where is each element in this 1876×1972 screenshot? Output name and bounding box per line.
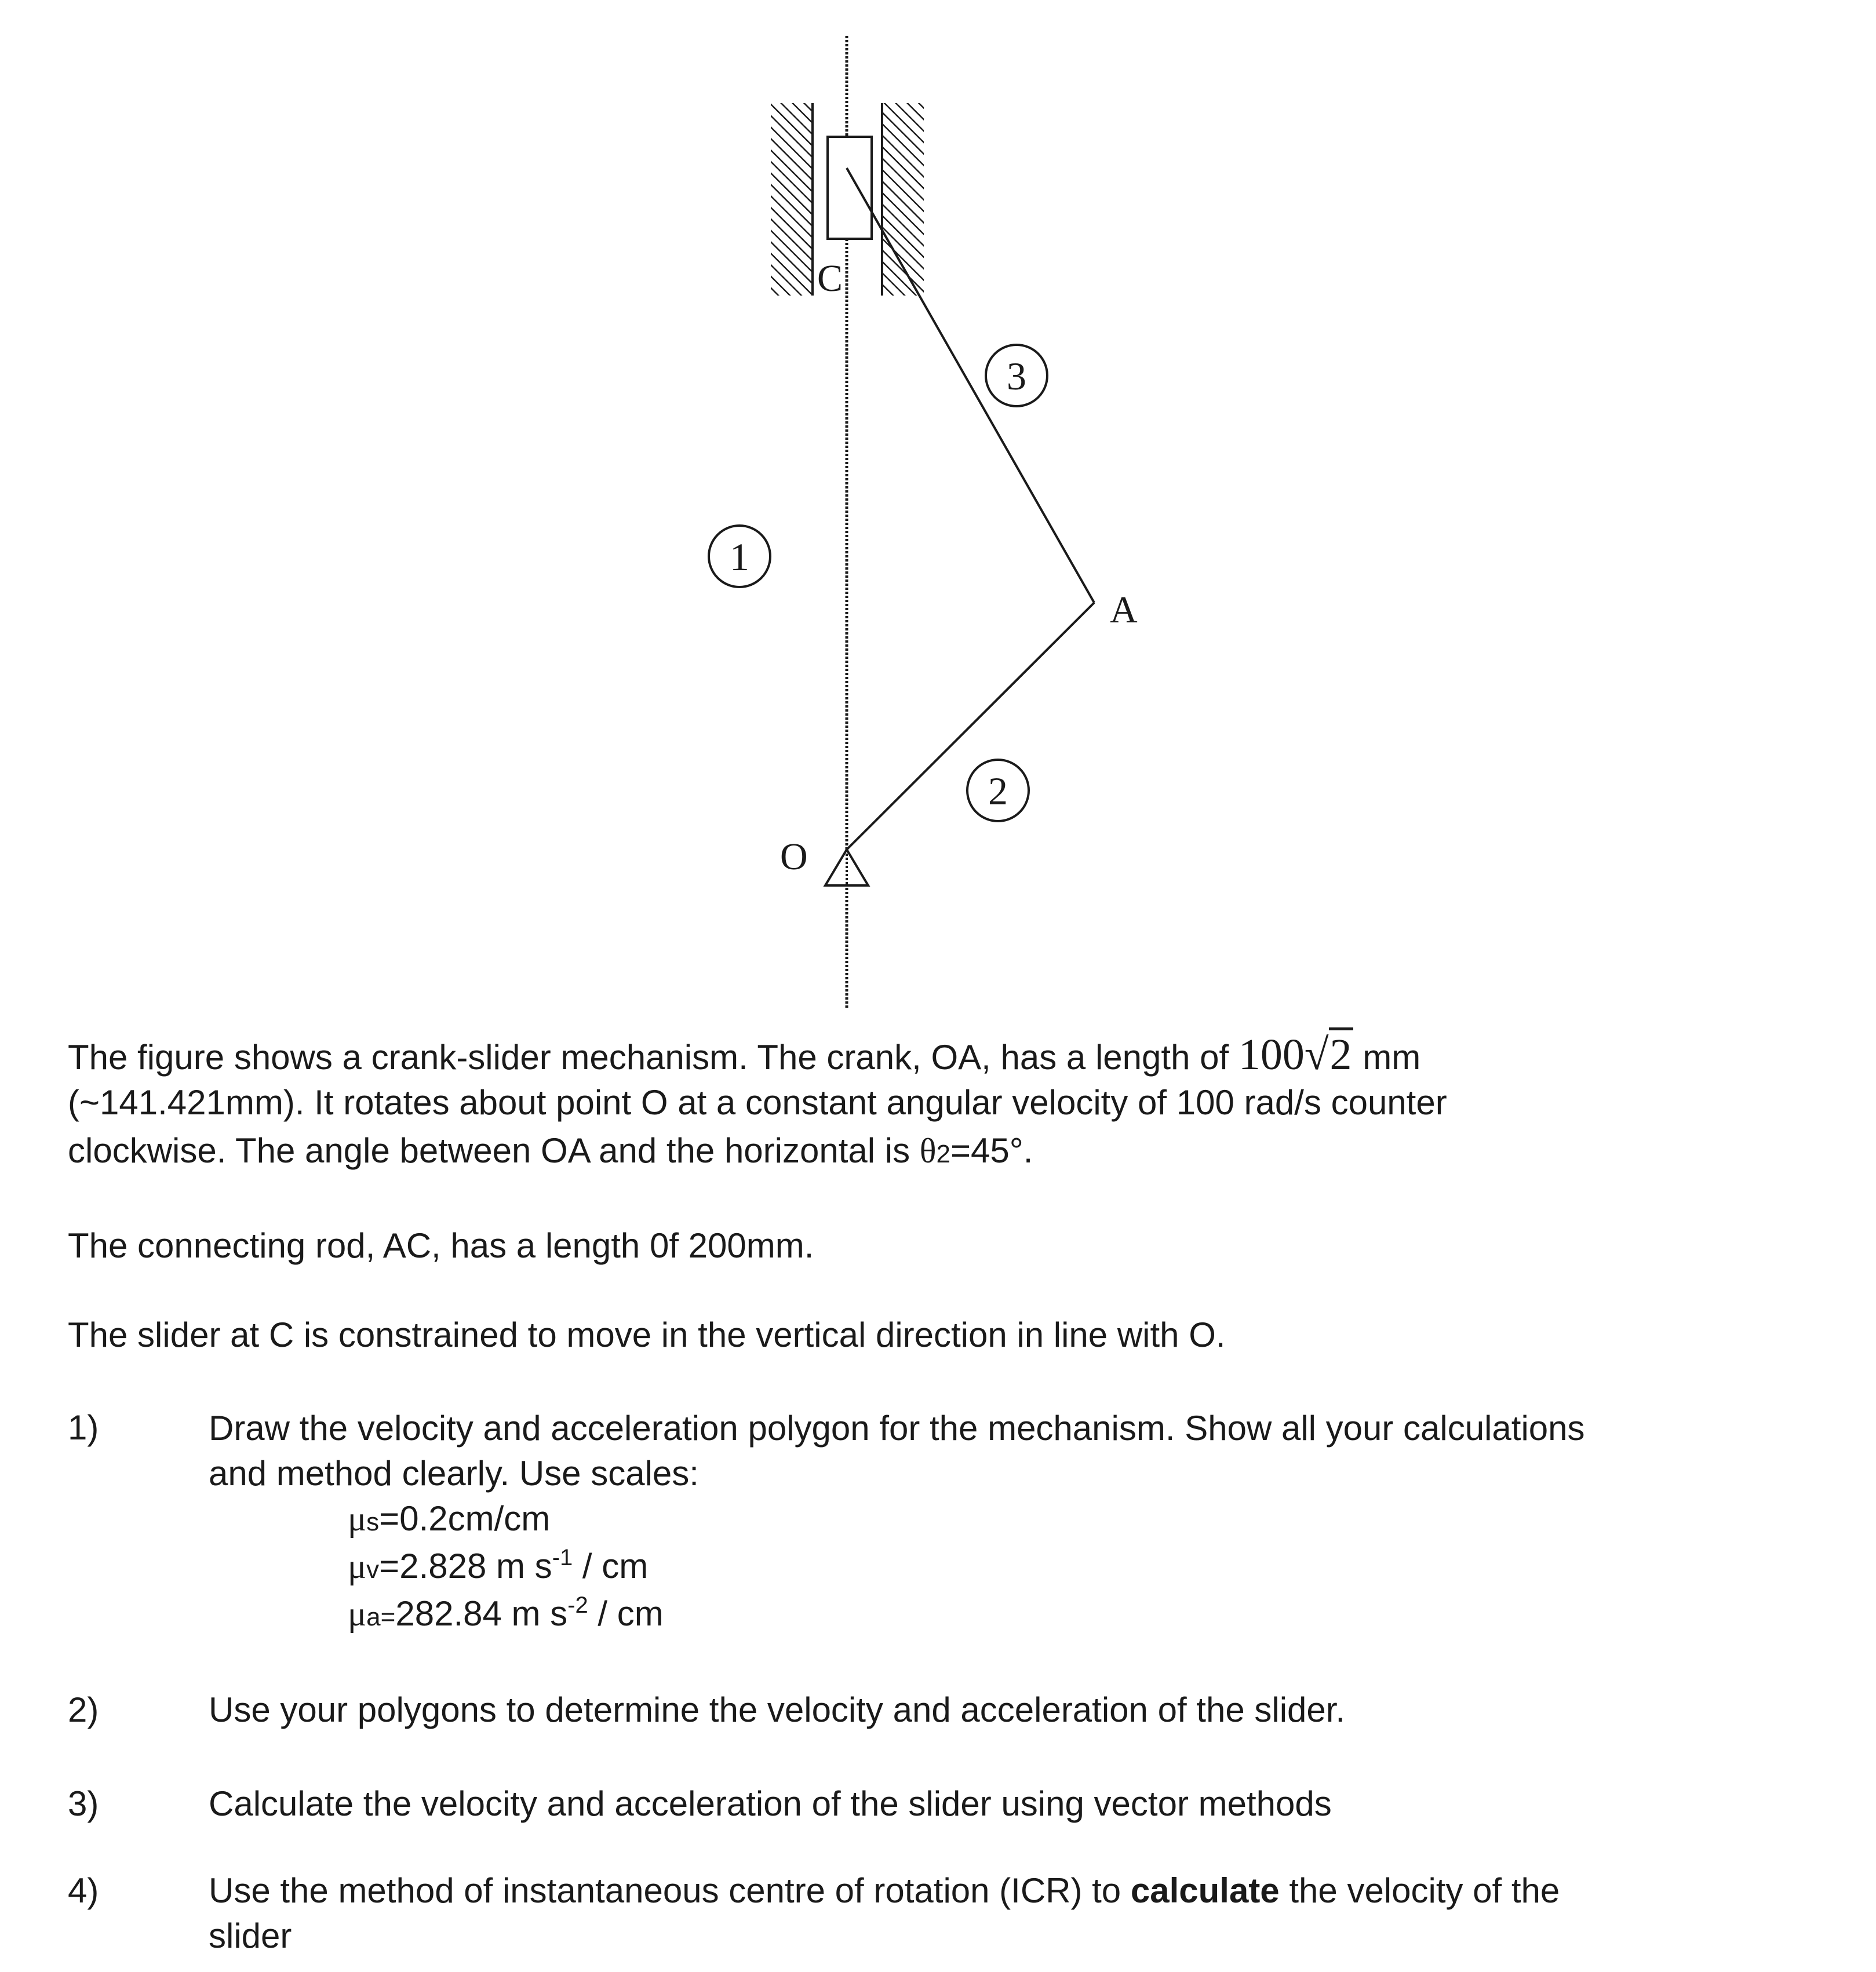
mu-a-exponent: -2	[567, 1592, 588, 1618]
mu-a-subscript: a=	[366, 1603, 396, 1631]
link-3-connecting-rod	[847, 168, 1094, 603]
mu-a-tail: / cm	[588, 1594, 664, 1633]
mu-v-subscript: v	[366, 1555, 380, 1584]
mu-s-value: =0.2cm/cm	[379, 1499, 551, 1538]
sqrt-expression	[1305, 1031, 1353, 1081]
sqrt-argument: 2	[1329, 1027, 1353, 1079]
mu-a-value: 282.84 m s	[395, 1594, 568, 1633]
scale-space	[348, 1495, 550, 1546]
question-4-text-b: the velocity of the	[1289, 1871, 1560, 1910]
intro-line-3	[68, 1127, 1033, 1178]
link-2-crank	[847, 603, 1094, 850]
crank-length-coefficient: 100	[1238, 1030, 1305, 1079]
theta-symbol: θ	[919, 1132, 937, 1170]
question-3-text: Calculate the velocity and acceleration of the slider using vector methods	[209, 1784, 1332, 1823]
question-1-line-2: and method clearly. Use scales:	[209, 1454, 699, 1493]
question-4-line-1	[209, 1868, 1560, 1913]
theta-value: =45°.	[950, 1131, 1033, 1170]
question-4-bold-word: calculate	[1130, 1871, 1280, 1910]
slider-constraint-text: The slider at C is constrained to move in the vertical direction in line with O.	[68, 1315, 1226, 1354]
connecting-rod-text: The connecting rod, AC, has a length 0f 200mm.	[68, 1226, 814, 1265]
intro-line-1	[68, 1031, 1420, 1081]
scale-acceleration	[348, 1590, 664, 1641]
intro-line-3-text: clockwise. The angle between OA and the horizontal is	[68, 1131, 910, 1170]
scale-velocity	[348, 1543, 648, 1594]
mu-s-subscript: s	[366, 1508, 380, 1536]
label-a: A	[1110, 589, 1138, 631]
slider-block	[828, 137, 872, 239]
question-4-number: 4)	[68, 1871, 99, 1910]
label-o: O	[780, 836, 808, 878]
crank-length-unit: mm	[1363, 1038, 1421, 1077]
mu-v-tail: / cm	[573, 1547, 649, 1585]
question-1-number: 1)	[68, 1408, 99, 1447]
label-link-3: 3	[1007, 354, 1026, 398]
mu-a-symbol: μ	[348, 1595, 367, 1633]
intro-line-1-text: The figure shows a crank-slider mechanism. The crank, OA, has a length of	[68, 1038, 1229, 1077]
question-2-number: 2)	[68, 1690, 99, 1729]
left-guide-wall	[771, 103, 813, 296]
theta-subscript: 2	[936, 1140, 951, 1168]
label-link-2: 2	[988, 769, 1008, 813]
radical-sign: √	[1304, 1030, 1329, 1079]
question-1-line-1: Draw the velocity and acceleration polygon for the mechanism. Show all your calculations	[209, 1409, 1585, 1448]
mu-v-symbol: μ	[348, 1547, 367, 1585]
label-c: C	[817, 257, 843, 300]
question-4-text-a: Use the method of instantaneous centre of rotation (ICR) to	[209, 1871, 1121, 1910]
intro-line-2: (~141.421mm). It rotates about point O at a constant angular velocity of 100 rad/s counter	[68, 1083, 1447, 1122]
label-link-1: 1	[730, 535, 749, 579]
question-4-line-2: slider	[209, 1916, 292, 1955]
mu-s-symbol: μ	[348, 1500, 367, 1538]
mu-v-exponent: -1	[552, 1545, 573, 1570]
mu-v-value: =2.828 m s	[379, 1547, 552, 1585]
question-3-number: 3)	[68, 1784, 99, 1823]
question-2-text: Use your polygons to determine the velocity and acceleration of the slider.	[209, 1690, 1346, 1729]
